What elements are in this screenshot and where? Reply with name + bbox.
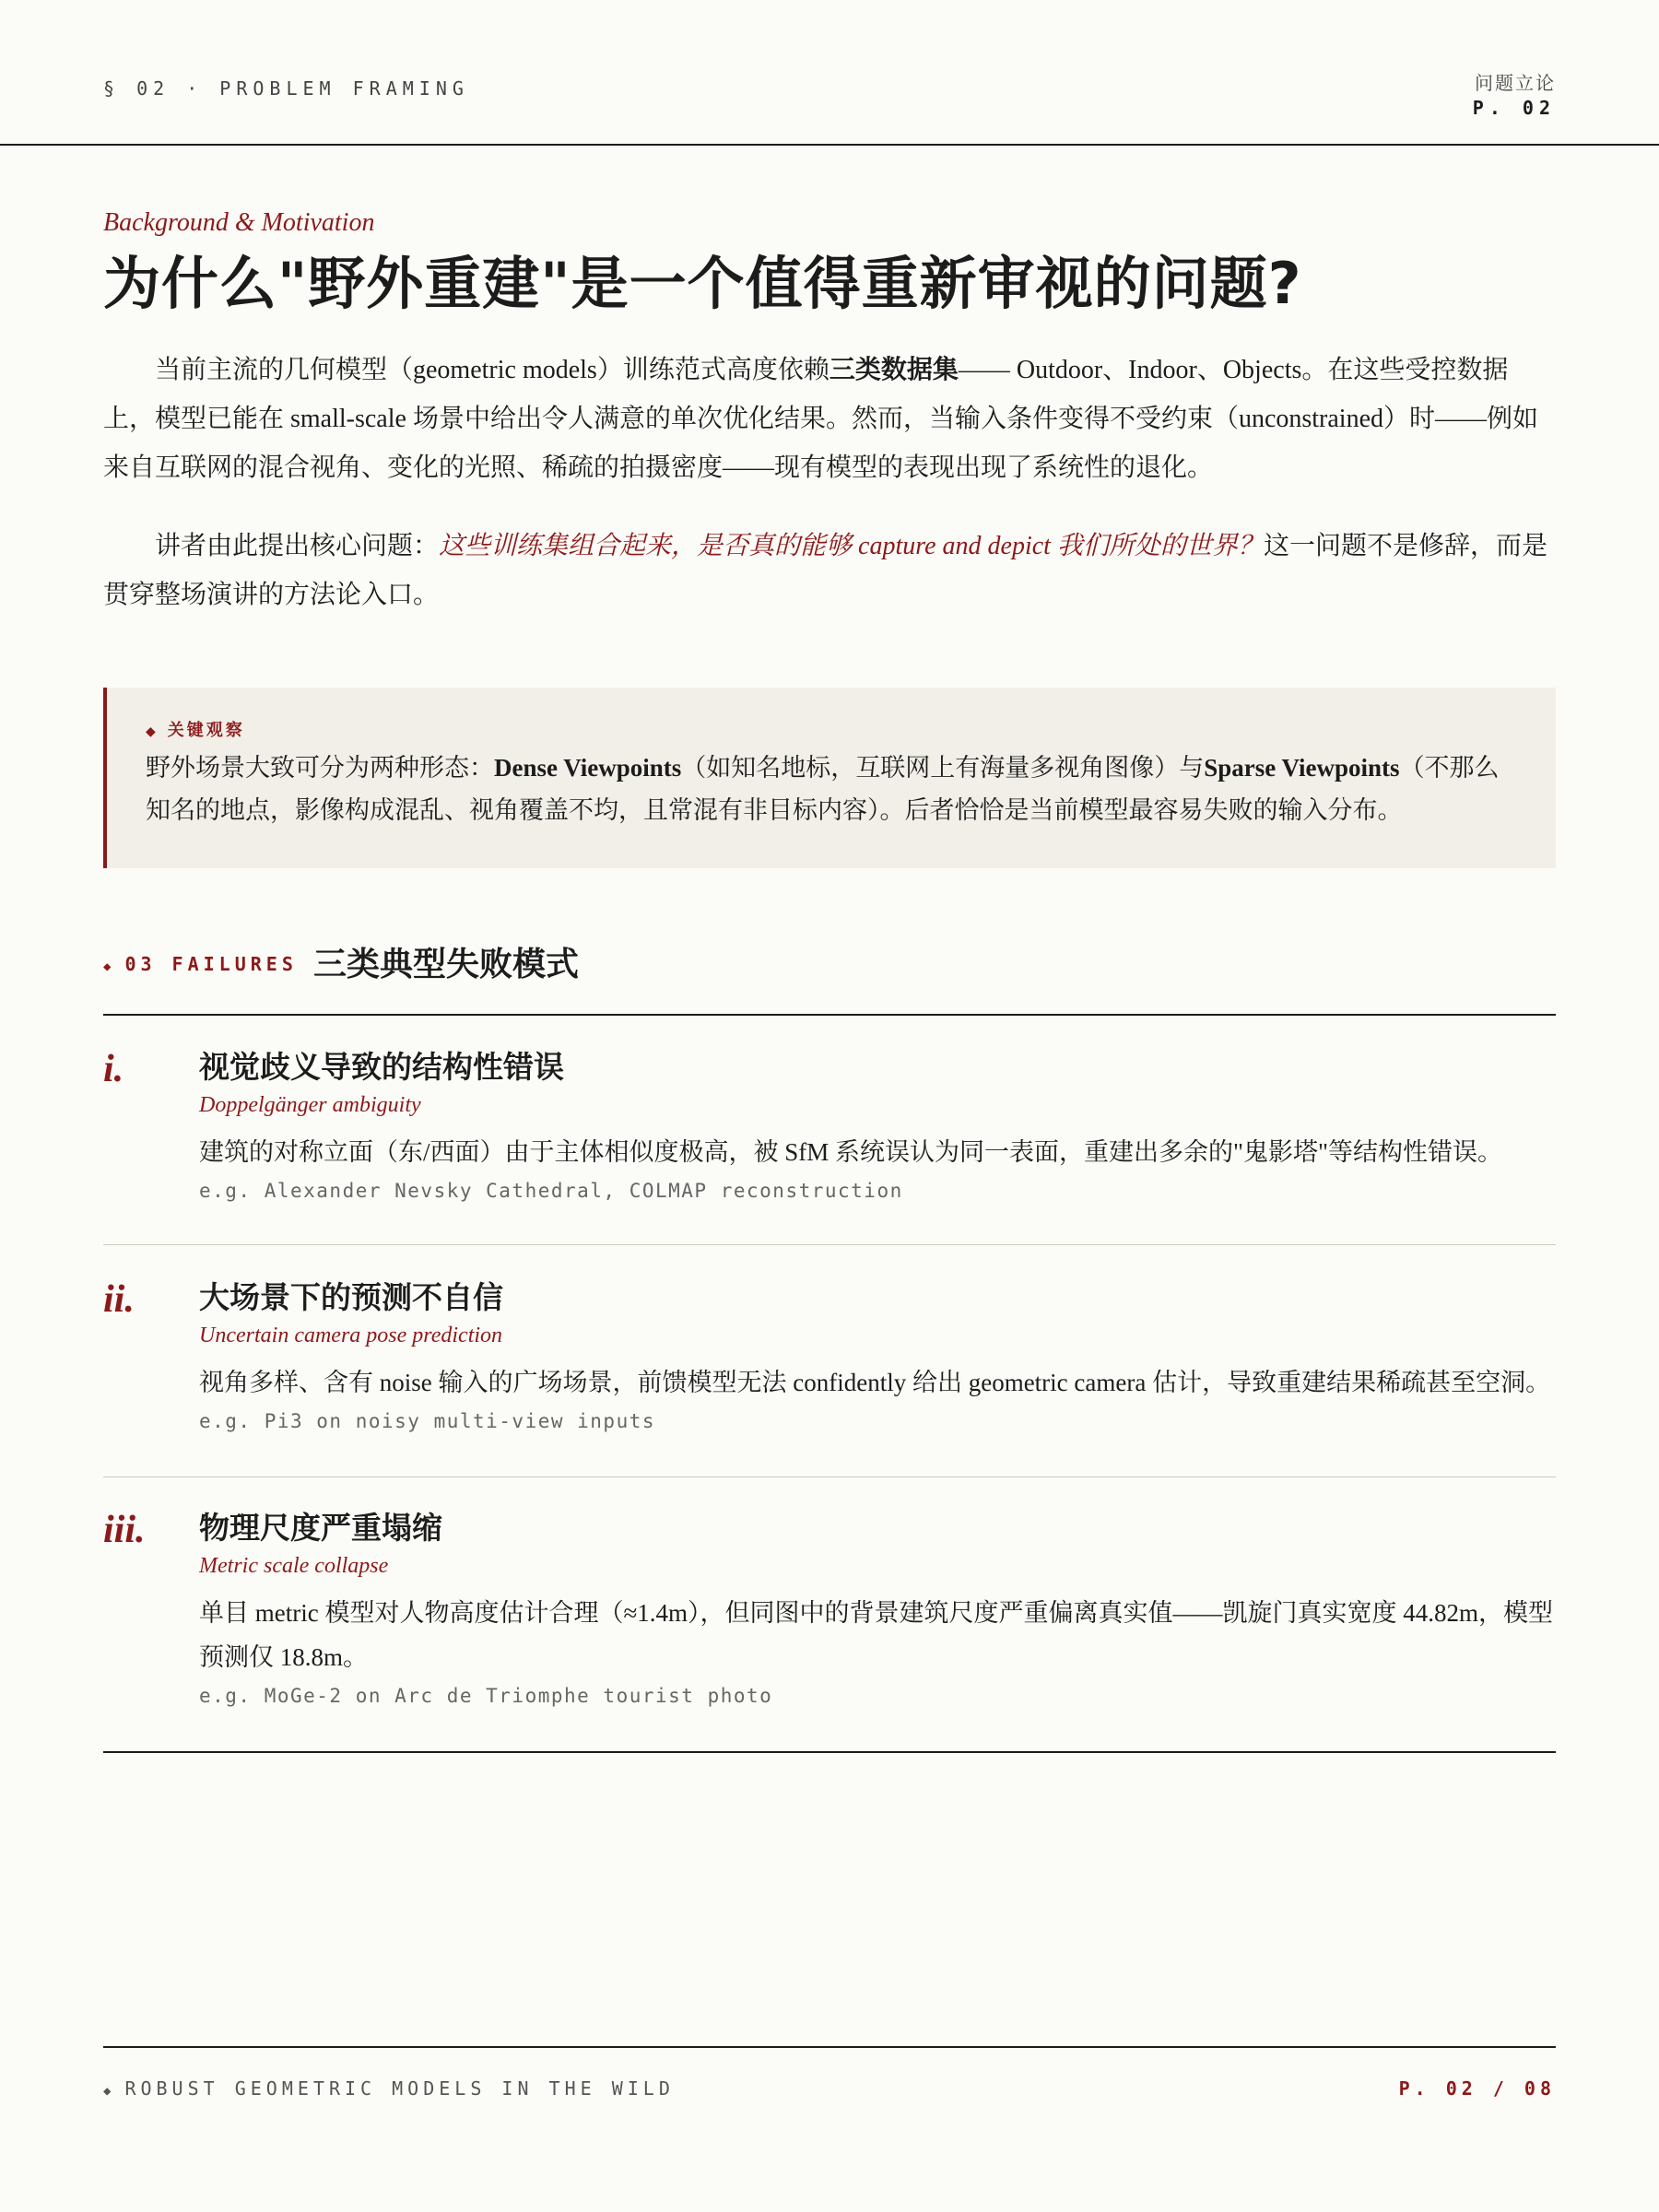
callout-text-a: 野外场景大致可分为两种形态：: [146, 754, 494, 782]
failure-example: e.g. Alexander Nevsky Cathedral, COLMAP reconstruction: [199, 1180, 903, 1202]
intro-paragraph-2: [103, 522, 1556, 619]
callout-text-c: （不那么知名的地点，影像构成混乱、视角覆盖不均，且常混有非目标内容）。后者恰恰是当前模型最容易失败的输入分布。: [146, 754, 1500, 824]
page-footer: [103, 2046, 1556, 2100]
page-number: P. 02: [1472, 97, 1556, 119]
failures-title: 三类典型失败模式: [313, 946, 580, 983]
failure-body: [199, 1508, 1556, 1707]
failure-number: iii.: [103, 1509, 146, 1551]
divider: [103, 1244, 1556, 1245]
p2-text-b: 这一问题不是修辞，而是贯穿整场演讲的方法论入口。: [103, 532, 1547, 609]
p1-text-a: 当前主流的几何模型（geometric models）训练范式高度依赖: [155, 356, 830, 384]
header-right: [1473, 68, 1556, 119]
failure-title: 大场景下的预测不自信: [199, 1279, 503, 1315]
page-title: 为什么"野外重建"是一个值得重新审视的问题?: [103, 250, 1302, 317]
diamond-icon: ◆: [103, 2084, 116, 2099]
dense-viewpoints: Dense Viewpoints: [494, 754, 682, 782]
failure-subtitle: Doppelgänger ambiguity: [199, 1093, 421, 1117]
callout-tag: [146, 717, 1519, 741]
failure-title: 物理尺度严重塌缩: [199, 1510, 442, 1546]
p2-text-a: 讲者由此提出核心问题：: [155, 532, 440, 560]
failure-item: [103, 1508, 1556, 1738]
chapter-title: 问题立论: [1475, 72, 1556, 94]
failure-body: [199, 1047, 1556, 1202]
failure-title: 视觉歧义导致的结构性错误: [199, 1049, 564, 1085]
failures-kicker-label: 03 FAILURES: [124, 953, 298, 975]
p1-text-b: —— Outdoor、Indoor、Objects。在这些受控数据上，模型已能在 small-scale 场景中给出令人满意的单次优化结果。然而，当输入条件变得不受约束（unconstrained）时——例如来自互联网的混合视角、变化的光照、稀疏的拍摄密度——现有模型的表现出现了系统性的退化。: [103, 356, 1539, 482]
failure-description: 建筑的对称立面（东/西面）由于主体相似度极高，被 SfM 系统误认为同一表面，重建出多余的"鬼影塔"等结构性错误。: [199, 1138, 1503, 1166]
failure-subtitle: Metric scale collapse: [199, 1554, 389, 1578]
failure-number: i.: [103, 1048, 124, 1090]
diamond-icon: ◆: [103, 959, 116, 974]
callout-text: [146, 747, 1519, 831]
diamond-icon: ◆: [146, 724, 159, 739]
callout-text-b: （如知名地标，互联网上有海量多视角图像）与: [681, 754, 1205, 782]
failure-example: e.g. Pi3 on noisy multi-view inputs: [199, 1410, 656, 1432]
failures-heading: [103, 938, 1556, 1016]
footer-title: [103, 2077, 675, 2100]
section-label: § 02 · PROBLEM FRAMING: [103, 77, 469, 100]
failure-item: [103, 1047, 1556, 1231]
sparse-viewpoints: Sparse Viewpoints: [1204, 754, 1400, 782]
footer-page: P. 02 / 08: [1398, 2077, 1556, 2100]
failure-subtitle: Uncertain camera pose prediction: [199, 1324, 503, 1347]
failure-example: e.g. MoGe-2 on Arc de Triomphe tourist photo: [199, 1685, 773, 1707]
page-header: [0, 0, 1659, 146]
failure-description: 单目 metric 模型对人物高度估计合理（≈1.4m），但同图中的背景建筑尺度严重偏离真实值——凯旋门真实宽度 44.82m，模型预测仅 18.8m。: [199, 1599, 1554, 1671]
failure-item: [103, 1277, 1556, 1462]
footer-title-label: ROBUST GEOMETRIC MODELS IN THE WILD: [124, 2077, 675, 2100]
section-end-rule: [103, 1751, 1556, 1753]
intro-paragraph-1: [103, 345, 1556, 492]
core-question: 这些训练集组合起来，是否真的能够 capture and depict 我们所处的世界？: [439, 532, 1264, 560]
key-observation-callout: [103, 688, 1556, 868]
failure-number: ii.: [103, 1278, 135, 1321]
failure-body: [199, 1277, 1556, 1432]
eyebrow: Background & Motivation: [103, 208, 375, 237]
callout-tag-label: 关键观察: [167, 721, 245, 740]
failure-description: 视角多样、含有 noise 输入的广场场景，前馈模型无法 confidently 给出 geometric camera 估计，导致重建结果稀疏甚至空洞。: [199, 1369, 1551, 1396]
p1-bold: 三类数据集: [829, 354, 959, 384]
failures-kicker: [103, 953, 298, 975]
